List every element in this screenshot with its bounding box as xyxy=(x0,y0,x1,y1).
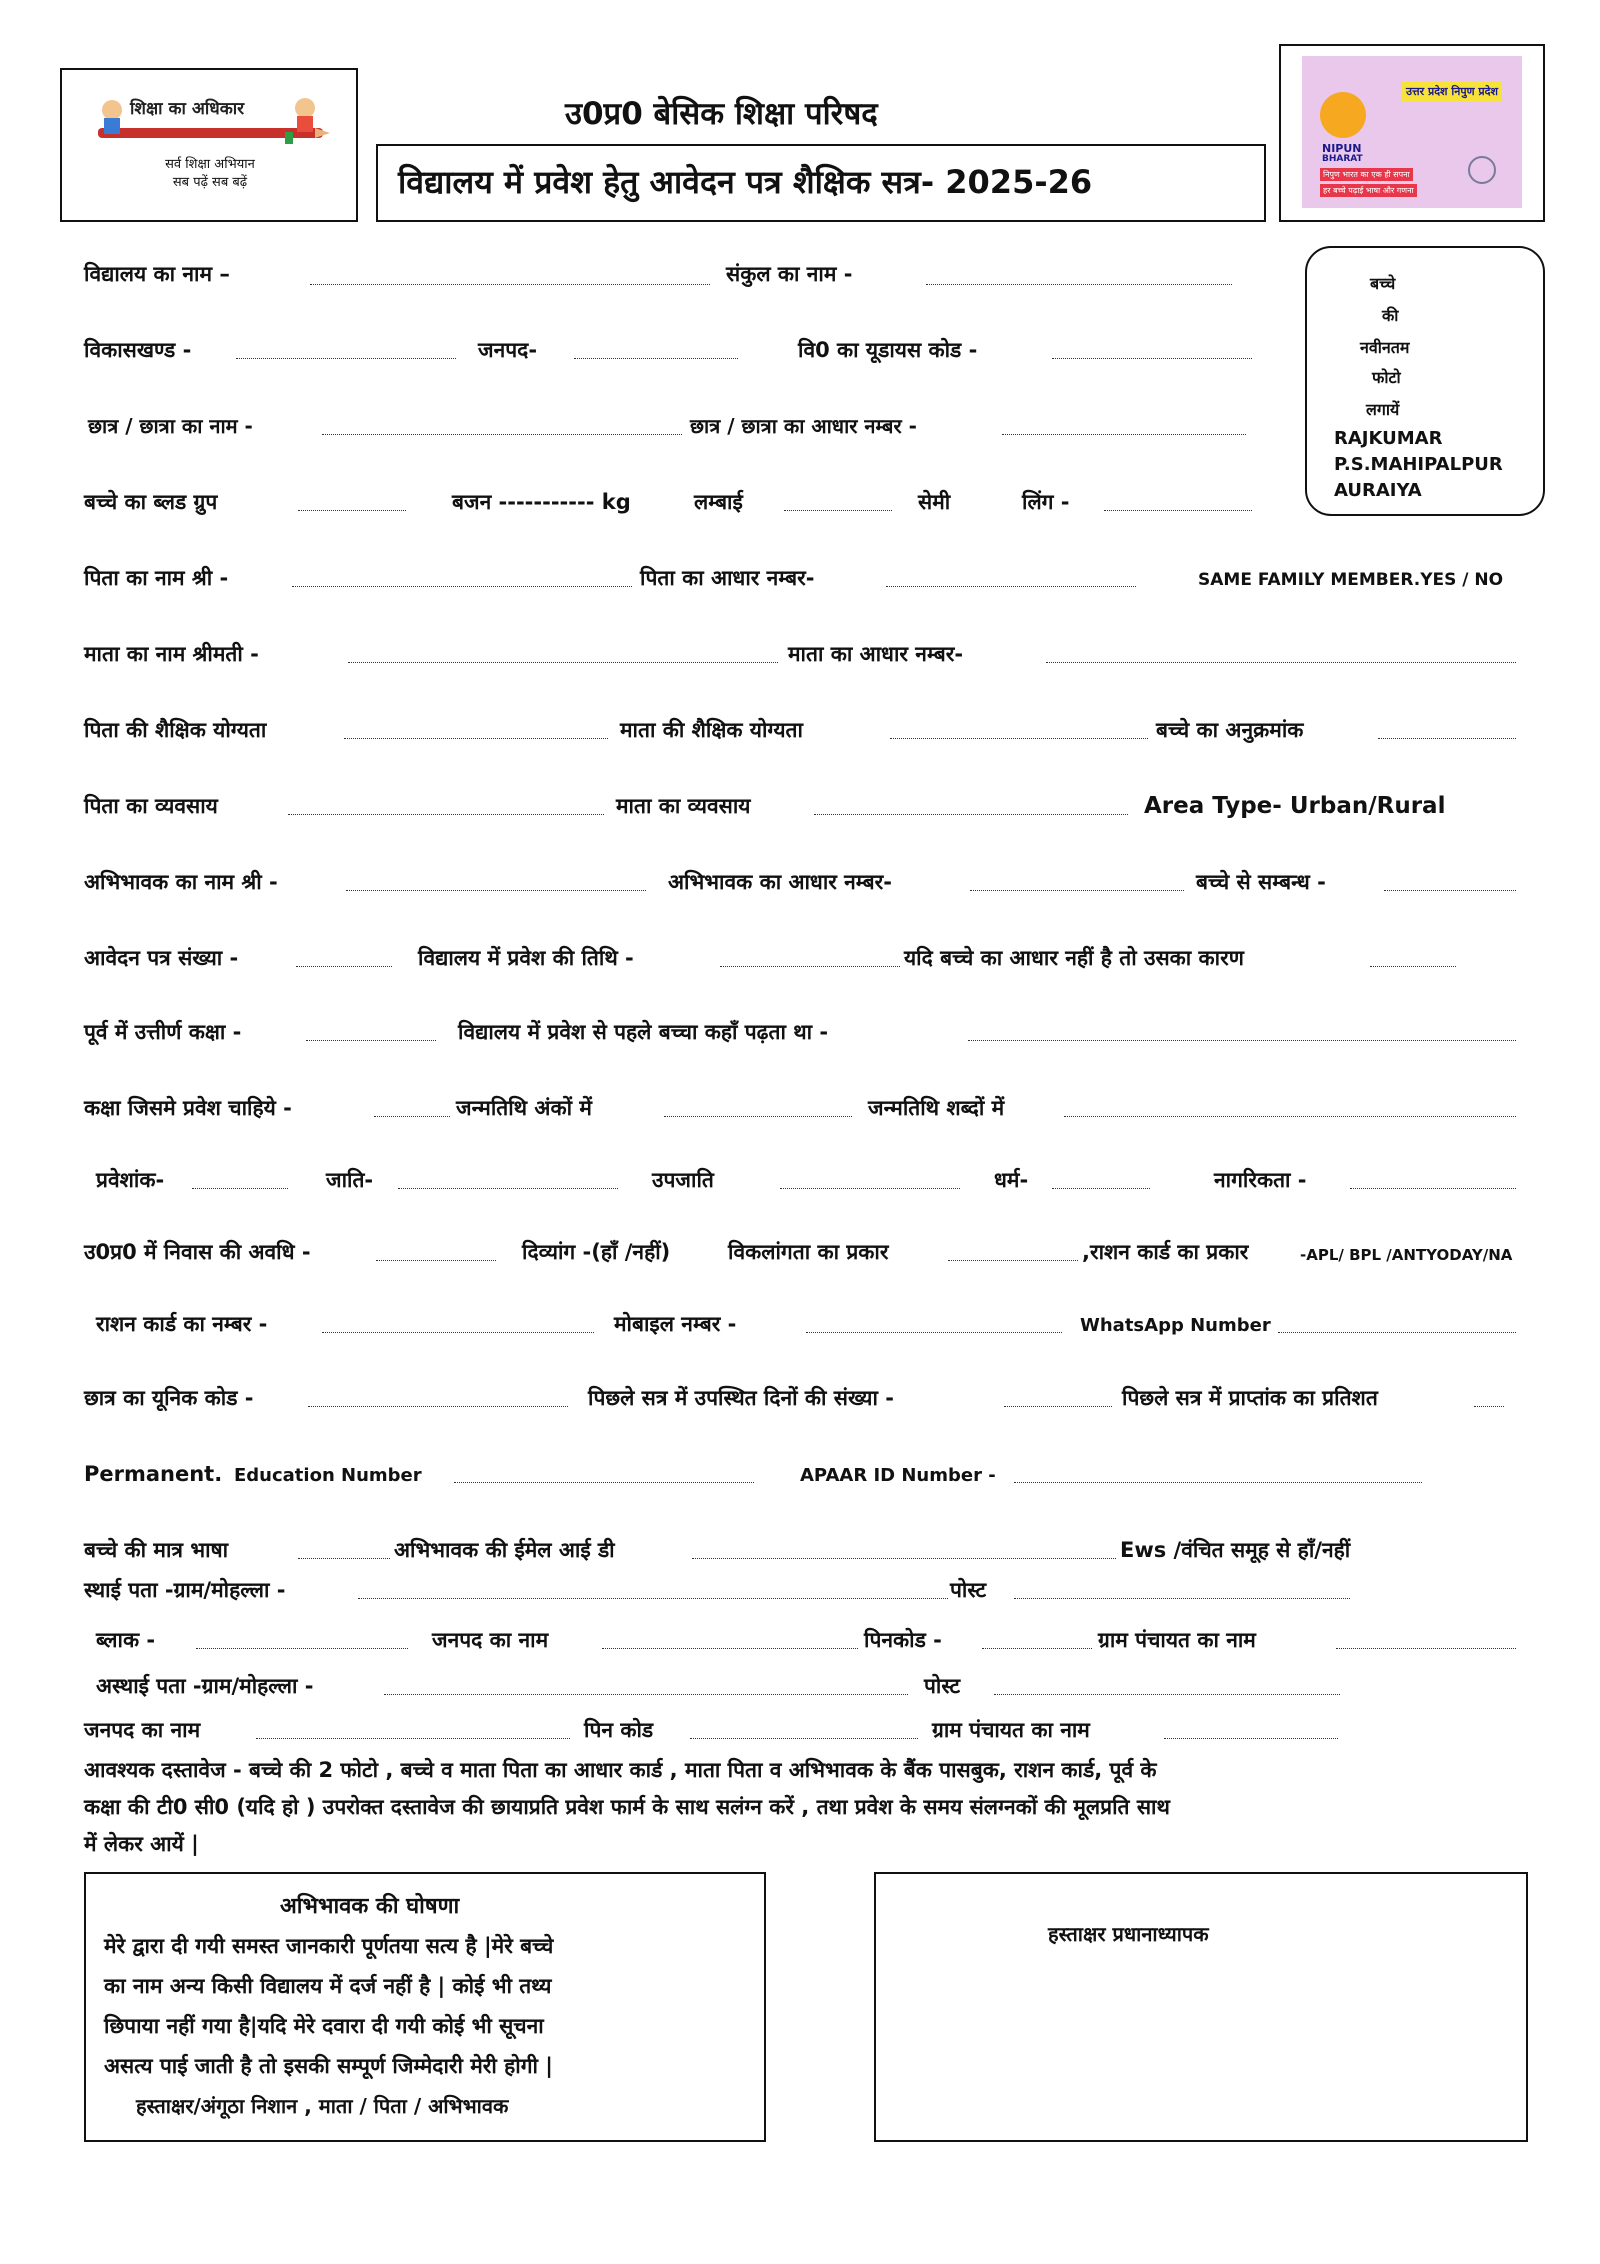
whatsapp-field[interactable] xyxy=(1278,1332,1516,1333)
photo-line-2: की xyxy=(1382,306,1399,325)
divyang-label: दिव्यांग -(हाँ /नहीं) xyxy=(522,1240,671,1264)
ration-no-field[interactable] xyxy=(322,1332,594,1333)
school-name-field[interactable] xyxy=(310,284,710,285)
apaar-label: APAAR ID Number - xyxy=(800,1465,996,1486)
rte-logo-line2: सब पढ़ें सब बढ़ें xyxy=(172,175,248,190)
citizenship-label: नागरिकता - xyxy=(1214,1168,1307,1192)
class-sought-field[interactable] xyxy=(374,1116,450,1117)
district2-field[interactable] xyxy=(602,1648,858,1649)
app-no-label: आवेदन पत्र संख्या - xyxy=(84,946,239,970)
photo-box xyxy=(1305,246,1545,516)
citizenship-field[interactable] xyxy=(1350,1188,1516,1189)
perm-address-field[interactable] xyxy=(358,1598,948,1599)
mother-tongue-field[interactable] xyxy=(298,1558,390,1559)
mother-aadhaar-field[interactable] xyxy=(1046,662,1516,663)
adm-date-label: विद्यालय में प्रवेश की तिथि - xyxy=(418,946,634,970)
dob-words-label: जन्मतिथि शब्दों में xyxy=(868,1096,1005,1120)
serial-field[interactable] xyxy=(1378,738,1516,739)
declaration-line-2: का नाम अन्य किसी विद्यालय में दर्ज नहीं है | कोई भी तथ्य xyxy=(104,1974,552,1998)
adm-date-field[interactable] xyxy=(720,966,900,967)
caste-label: जाति- xyxy=(326,1168,374,1192)
nipun-tag-1: निपुण भारत का एक ही सपना xyxy=(1320,168,1413,181)
guardian-aadhaar-label: अभिभावक का आधार नम्बर- xyxy=(668,870,892,894)
post2-label: पोस्ट xyxy=(924,1674,961,1698)
form-title: विद्यालय में प्रवेश हेतु आवेदन पत्र शैक्षिक सत्र- 2025-26 xyxy=(398,163,1093,201)
photo-line-3: नवीनतम xyxy=(1360,338,1410,357)
up-residence-label: उ0प्र0 में निवास की अवधि - xyxy=(84,1240,311,1264)
ration-no-label: राशन कार्ड का नम्बर - xyxy=(96,1312,268,1336)
pen-field[interactable] xyxy=(454,1482,754,1483)
student-aadhaar-label: छात्र / छात्रा का आधार नम्बर - xyxy=(690,414,917,438)
unique-code-label: छात्र का यूनिक कोड - xyxy=(84,1386,254,1410)
mother-edu-field[interactable] xyxy=(890,738,1148,739)
height-label: लम्बाई xyxy=(694,490,743,514)
udise-label: वि0 का यूडायस कोड - xyxy=(798,338,978,362)
prev-class-label: पूर्व में उत्तीर्ण कक्षा - xyxy=(84,1020,242,1044)
same-family-label: SAME FAMILY MEMBER.YES / NO xyxy=(1198,570,1504,590)
pen-label-a: Permanent. xyxy=(84,1462,223,1486)
post1-field[interactable] xyxy=(1014,1598,1350,1599)
adm-no-field[interactable] xyxy=(192,1188,288,1189)
principal-box xyxy=(874,1872,1528,2142)
rte-logo-title: शिक्षा का अधिकार xyxy=(130,99,245,119)
district3-label: जनपद का नाम xyxy=(84,1718,201,1742)
religion-field[interactable] xyxy=(1052,1188,1150,1189)
ration-type-label: ,राशन कार्ड का प्रकार xyxy=(1082,1240,1249,1264)
temp-address-field[interactable] xyxy=(384,1694,908,1695)
app-no-field[interactable] xyxy=(296,966,392,967)
rte-logo xyxy=(90,88,330,198)
dob-words-field[interactable] xyxy=(1064,1116,1516,1117)
gender-field[interactable] xyxy=(1104,510,1252,511)
cluster-name-label: संकुल का नाम - xyxy=(726,262,853,286)
mother-aadhaar-label: माता का आधार नम्बर- xyxy=(788,642,964,666)
nipun-tag-2: हर बच्चे पढ़ाई भाषा और गणना xyxy=(1320,184,1417,197)
height-field[interactable] xyxy=(784,510,892,511)
photo-school-2: P.S.MAHIPALPUR xyxy=(1334,454,1503,475)
prev-school-field[interactable] xyxy=(968,1040,1516,1041)
relation-label: बच्चे से सम्बन्ध - xyxy=(1196,870,1326,894)
caste-field[interactable] xyxy=(398,1188,618,1189)
guardian-aadhaar-field[interactable] xyxy=(970,890,1184,891)
mother-job-field[interactable] xyxy=(814,814,1128,815)
father-aadhaar-label: पिता का आधार नम्बर- xyxy=(640,566,815,590)
apaar-field[interactable] xyxy=(1014,1482,1422,1483)
block2-field[interactable] xyxy=(196,1648,408,1649)
ration-options: -APL/ BPL /ANTYODAY/NA xyxy=(1300,1246,1513,1264)
father-aadhaar-field[interactable] xyxy=(886,586,1136,587)
blood-group-label: बच्चे का ब्लड ग्रुप xyxy=(84,490,218,514)
pincode2-field[interactable] xyxy=(690,1738,918,1739)
gram-panchayat-label: ग्राम पंचायत का नाम xyxy=(1098,1628,1256,1652)
district-field[interactable] xyxy=(574,358,738,359)
documents-line-3: में लेकर आयें | xyxy=(84,1832,199,1856)
school-name-label: विद्यालय का नाम – xyxy=(84,262,230,286)
weight-label: बजन ----------- kg xyxy=(452,490,631,514)
rte-logo-line1: सर्व शिक्षा अभियान xyxy=(165,157,255,172)
declaration-signature: हस्ताक्षर/अंगूठा निशान , माता / पिता / अभिभावक xyxy=(136,2094,509,2118)
mother-name-field[interactable] xyxy=(348,662,778,663)
district3-field[interactable] xyxy=(256,1738,570,1739)
class-sought-label: कक्षा जिसमे प्रवेश चाहिये - xyxy=(84,1096,292,1120)
father-name-label: पिता का नाम श्री - xyxy=(84,566,229,590)
pen-label-b: Education Number xyxy=(234,1465,422,1486)
declaration-title: अभिभावक की घोषणा xyxy=(280,1894,460,1919)
father-job-label: पिता का व्यवसाय xyxy=(84,794,218,818)
up-residence-field[interactable] xyxy=(376,1260,496,1261)
documents-line-1: आवश्यक दस्तावेज - बच्चे की 2 फोटो , बच्चे व माता पिता का आधार कार्ड , माता पिता व अभिभावक के बैंक पासबुक, राशन कार्ड, पूर्व के xyxy=(84,1758,1157,1782)
percentage-label: पिछले सत्र में प्राप्तांक का प्रतिशत xyxy=(1122,1386,1378,1410)
declaration-line-4: असत्य पाई जाती है तो इसकी सम्पूर्ण जिम्मेदारी मेरी होगी | xyxy=(104,2054,553,2078)
dob-digits-field[interactable] xyxy=(664,1116,852,1117)
nipun-banner: उत्तर प्रदेश निपुण प्रदेश xyxy=(1402,82,1502,101)
nipun-sun-icon xyxy=(1320,92,1366,138)
no-aadhaar-field[interactable] xyxy=(1370,966,1456,967)
nipun-globe-icon xyxy=(1468,156,1496,184)
mother-name-label: माता का नाम श्रीमती - xyxy=(84,642,259,666)
mother-tongue-label: बच्चे की मात्र भाषा xyxy=(84,1538,229,1562)
mother-edu-label: माता की शैक्षिक योग्यता xyxy=(620,718,803,742)
perm-address-label: स्थाई पता -ग्राम/मोहल्ला - xyxy=(84,1578,286,1602)
whatsapp-label: WhatsApp Number xyxy=(1080,1315,1271,1336)
relation-field[interactable] xyxy=(1384,890,1516,891)
dob-digits-label: जन्मतिथि अंकों में xyxy=(456,1096,592,1120)
mobile-field[interactable] xyxy=(806,1332,1062,1333)
district-label: जनपद- xyxy=(478,338,538,362)
photo-line-4: फोटो xyxy=(1372,368,1401,387)
gram-panchayat-field[interactable] xyxy=(1336,1648,1516,1649)
prev-school-label: विद्यालय में प्रवेश से पहले बच्चा कहाँ पढ़ता था - xyxy=(458,1020,829,1044)
father-edu-field[interactable] xyxy=(344,738,608,739)
blood-group-field[interactable] xyxy=(298,510,406,511)
attendance-label: पिछले सत्र में उपस्थित दिनों की संख्या - xyxy=(588,1386,894,1410)
student-aadhaar-field[interactable] xyxy=(1002,434,1246,435)
guardian-name-field[interactable] xyxy=(346,890,646,891)
serial-label: बच्चे का अनुक्रमांक xyxy=(1156,718,1304,742)
temp-address-label: अस्थाई पता -ग्राम/मोहल्ला - xyxy=(96,1674,314,1698)
gender-label: लिंग - xyxy=(1022,490,1070,514)
no-aadhaar-label: यदि बच्चे का आधार नहीं है तो उसका कारण xyxy=(904,946,1244,970)
nipun-brand-2: BHARAT xyxy=(1322,154,1363,164)
area-type-label: Area Type- Urban/Rural xyxy=(1144,793,1446,819)
father-edu-label: पिता की शैक्षिक योग्यता xyxy=(84,718,267,742)
cm-label: सेमी xyxy=(918,490,951,514)
pincode2-label: पिन कोड xyxy=(584,1718,654,1742)
guardian-name-label: अभिभावक का नाम श्री - xyxy=(84,870,278,894)
subcaste-field[interactable] xyxy=(780,1188,960,1189)
disability-type-field[interactable] xyxy=(948,1260,1078,1261)
father-job-field[interactable] xyxy=(288,814,604,815)
udise-field[interactable] xyxy=(1052,358,1252,359)
photo-line-1: बच्चे xyxy=(1370,274,1396,293)
gram-panchayat2-label: ग्राम पंचायत का नाम xyxy=(932,1718,1090,1742)
district2-label: जनपद का नाम xyxy=(432,1628,549,1652)
disability-type-label: विकलांगता का प्रकार xyxy=(728,1240,889,1264)
father-name-field[interactable] xyxy=(292,586,632,587)
board-title: उ0प्र0 बेसिक शिक्षा परिषद xyxy=(565,96,878,132)
subcaste-label: उपजाति xyxy=(652,1168,714,1192)
ews-label: Ews /वंचित समूह से हाँ/नहीं xyxy=(1120,1538,1351,1562)
mother-job-label: माता का व्यवसाय xyxy=(616,794,751,818)
post2-field[interactable] xyxy=(994,1694,1340,1695)
student-name-field[interactable] xyxy=(322,434,682,435)
block-field[interactable] xyxy=(236,358,456,359)
pincode-field[interactable] xyxy=(982,1648,1092,1649)
cluster-name-field[interactable] xyxy=(926,284,1232,285)
religion-label: धर्म- xyxy=(994,1168,1029,1192)
guardian-email-field[interactable] xyxy=(692,1558,1116,1559)
prev-class-field[interactable] xyxy=(306,1040,436,1041)
declaration-line-3: छिपाया नहीं गया है|यदि मेरे दवारा दी गयी कोई भी सूचना xyxy=(104,2014,544,2038)
principal-signature-label: हस्ताक्षर प्रधानाध्यापक xyxy=(1048,1922,1209,1946)
documents-line-2: कक्षा की टी0 सी0 (यदि हो ) उपरोक्त दस्तावेज की छायाप्रति प्रवेश फार्म के साथ सलंग्न करें , तथा प्रवेश के समय संलग्नकों की मूलप्रति साथ xyxy=(84,1795,1170,1819)
unique-code-field[interactable] xyxy=(308,1406,568,1407)
percentage-field[interactable] xyxy=(1474,1406,1504,1407)
pincode-label: पिनकोड - xyxy=(864,1628,942,1652)
block2-label: ब्लाक - xyxy=(96,1628,156,1652)
post1-label: पोस्ट xyxy=(950,1578,987,1602)
gram-panchayat2-field[interactable] xyxy=(1164,1738,1338,1739)
student-name-label: छात्र / छात्रा का नाम - xyxy=(88,414,253,438)
photo-school-1: RAJKUMAR xyxy=(1334,428,1443,449)
mobile-label: मोबाइल नम्बर - xyxy=(614,1312,737,1336)
attendance-field[interactable] xyxy=(1004,1406,1112,1407)
block-label: विकासखण्ड - xyxy=(84,338,192,362)
adm-no-label: प्रवेशांक- xyxy=(96,1168,165,1192)
photo-line-5: लगायें xyxy=(1366,400,1400,419)
nipun-brand-1: NIPUN xyxy=(1322,142,1362,155)
declaration-line-1: मेरे द्वारा दी गयी समस्त जानकारी पूर्णतया सत्य है |मेरे बच्चे xyxy=(104,1934,554,1958)
guardian-email-label: अभिभावक की ईमेल आई डी xyxy=(394,1538,615,1562)
nipun-logo xyxy=(1302,56,1522,208)
photo-school-3: AURAIYA xyxy=(1334,480,1422,501)
